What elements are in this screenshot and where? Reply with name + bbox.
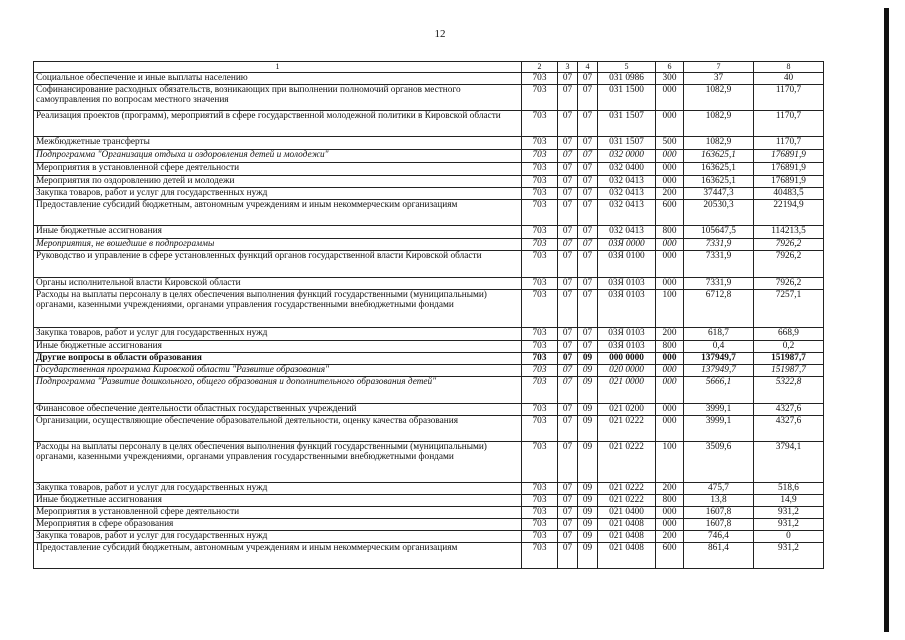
target-article-cell: 031 0986 [598,73,656,85]
target-article-cell: 032 0413 [598,187,656,199]
row-name-cell: Государственная программа Кировской области "Развитие образования" [34,364,522,376]
section-cell: 07 [558,494,578,506]
section-cell: 07 [558,352,578,364]
row-name-cell: Закупка товаров, работ и услуг для государственных нужд [34,327,522,340]
amount-year2-cell: 1170,7 [754,110,824,136]
subsection-cell: 09 [578,441,598,482]
header-cell: 6 [656,62,684,73]
amount-year2-cell: 114213,5 [754,225,824,238]
row-name-cell: Реализация проектов (программ), мероприятий в сфере государственной молодежной политики в Кировской области [34,110,522,136]
ministry-code-cell: 703 [522,110,558,136]
section-cell: 07 [558,376,578,403]
row-name-cell: Мероприятия в установленной сфере деятельности [34,162,522,175]
subsection-cell: 07 [578,225,598,238]
ministry-code-cell: 703 [522,376,558,403]
amount-year1-cell: 7331,9 [684,250,754,277]
table-row [34,199,824,225]
header-cell: 5 [598,62,656,73]
amount-year2-cell: 1170,7 [754,136,824,149]
section-cell: 07 [558,238,578,250]
scan-edge-bar [884,8,889,632]
amount-year1-cell: 1082,9 [684,84,754,110]
section-cell: 07 [558,364,578,376]
amount-year1-cell: 105647,5 [684,225,754,238]
target-article-cell: 000 0000 [598,352,656,364]
expense-type-cell: 000 [656,506,684,518]
target-article-cell: 021 0222 [598,415,656,441]
amount-year1-cell: 163625,1 [684,162,754,175]
amount-year2-cell: 7926,2 [754,238,824,250]
amount-year1-cell: 13,8 [684,494,754,506]
header-cell: 8 [754,62,824,73]
amount-year1-cell: 7331,9 [684,238,754,250]
target-article-cell: 03Я 0103 [598,289,656,327]
ministry-code-cell: 703 [522,225,558,238]
ministry-code-cell: 703 [522,162,558,175]
target-article-cell: 021 0222 [598,494,656,506]
expense-type-cell: 000 [656,175,684,187]
subsection-cell: 09 [578,518,598,530]
expense-type-cell: 800 [656,340,684,352]
table-row [34,73,824,85]
ministry-code-cell: 703 [522,530,558,542]
amount-year1-cell: 37 [684,73,754,85]
table-row [34,327,824,340]
table-row [34,518,824,530]
amount-year1-cell: 3509,6 [684,441,754,482]
subsection-cell: 07 [578,199,598,225]
subsection-cell: 07 [578,289,598,327]
amount-year2-cell: 7926,2 [754,250,824,277]
expense-type-cell: 000 [656,250,684,277]
section-cell: 07 [558,415,578,441]
expense-type-cell: 600 [656,542,684,568]
header-cell: 7 [684,62,754,73]
amount-year2-cell: 1170,7 [754,84,824,110]
amount-year2-cell: 931,2 [754,506,824,518]
amount-year2-cell: 7926,2 [754,277,824,289]
header-cell: 1 [34,62,522,73]
row-name-cell: Софинансирование расходных обязательств, возникающих при выполнении полномочий органов местного самоуправления по вопросам местного значения [34,84,522,110]
row-name-cell: Подпрограмма "Развитие дошкольного, общего образования и дополнительного образования детей" [34,376,522,403]
table-header-row [34,62,824,73]
amount-year1-cell: 475,7 [684,482,754,494]
row-name-cell: Социальное обеспечение и иные выплаты населению [34,73,522,85]
table-row [34,110,824,136]
amount-year2-cell: 7257,1 [754,289,824,327]
amount-year1-cell: 861,4 [684,542,754,568]
row-name-cell: Мероприятия, не вошедшие в подпрограммы [34,238,522,250]
subsection-cell: 07 [578,327,598,340]
table-row [34,494,824,506]
amount-year2-cell: 4327,6 [754,403,824,415]
amount-year2-cell: 3794,1 [754,441,824,482]
row-name-cell: Мероприятия в сфере образования [34,518,522,530]
ministry-code-cell: 703 [522,352,558,364]
amount-year1-cell: 137949,7 [684,352,754,364]
target-article-cell: 031 1507 [598,110,656,136]
expense-type-cell: 300 [656,73,684,85]
amount-year1-cell: 137949,7 [684,364,754,376]
amount-year1-cell: 1082,9 [684,136,754,149]
expense-type-cell: 200 [656,530,684,542]
expense-type-cell: 000 [656,376,684,403]
row-name-cell: Мероприятия по оздоровлению детей и молодежи [34,175,522,187]
table-row [34,542,824,568]
amount-year2-cell: 151987,7 [754,364,824,376]
expense-type-cell: 000 [656,277,684,289]
row-name-cell: Иные бюджетные ассигнования [34,494,522,506]
subsection-cell: 09 [578,494,598,506]
section-cell: 07 [558,73,578,85]
row-name-cell: Органы исполнительной власти Кировской области [34,277,522,289]
target-article-cell: 021 0222 [598,441,656,482]
ministry-code-cell: 703 [522,494,558,506]
row-name-cell: Иные бюджетные ассигнования [34,225,522,238]
target-article-cell: 021 0200 [598,403,656,415]
ministry-code-cell: 703 [522,175,558,187]
budget-table [33,61,824,569]
table-row [34,250,824,277]
target-article-cell: 03Я 0000 [598,238,656,250]
row-name-cell: Предоставление субсидий бюджетным, автономным учреждениям и иным некоммерческим организациям [34,199,522,225]
section-cell: 07 [558,289,578,327]
target-article-cell: 032 0000 [598,149,656,162]
section-cell: 07 [558,175,578,187]
expense-type-cell: 000 [656,518,684,530]
amount-year2-cell: 518,6 [754,482,824,494]
expense-type-cell: 800 [656,225,684,238]
amount-year2-cell: 176891,9 [754,175,824,187]
header-cell: 3 [558,62,578,73]
section-cell: 07 [558,199,578,225]
expense-type-cell: 500 [656,136,684,149]
subsection-cell: 07 [578,84,598,110]
table-row [34,376,824,403]
table-row [34,403,824,415]
target-article-cell: 021 0000 [598,376,656,403]
row-name-cell: Другие вопросы в области образования [34,352,522,364]
ministry-code-cell: 703 [522,277,558,289]
subsection-cell: 09 [578,506,598,518]
subsection-cell: 09 [578,376,598,403]
amount-year1-cell: 618,7 [684,327,754,340]
subsection-cell: 09 [578,530,598,542]
table-row [34,441,824,482]
ministry-code-cell: 703 [522,506,558,518]
section-cell: 07 [558,340,578,352]
table-row [34,162,824,175]
expense-type-cell: 000 [656,162,684,175]
ministry-code-cell: 703 [522,187,558,199]
amount-year2-cell: 4327,6 [754,415,824,441]
target-article-cell: 021 0408 [598,530,656,542]
amount-year2-cell: 151987,7 [754,352,824,364]
section-cell: 07 [558,530,578,542]
subsection-cell: 09 [578,482,598,494]
target-article-cell: 020 0000 [598,364,656,376]
amount-year1-cell: 3999,1 [684,403,754,415]
amount-year1-cell: 163625,1 [684,175,754,187]
section-cell: 07 [558,187,578,199]
amount-year1-cell: 163625,1 [684,149,754,162]
amount-year2-cell: 176891,9 [754,149,824,162]
table-row [34,364,824,376]
section-cell: 07 [558,225,578,238]
section-cell: 07 [558,277,578,289]
section-cell: 07 [558,149,578,162]
ministry-code-cell: 703 [522,441,558,482]
target-article-cell: 032 0400 [598,162,656,175]
amount-year1-cell: 0,4 [684,340,754,352]
table-row [34,289,824,327]
row-name-cell: Закупка товаров, работ и услуг для государственных нужд [34,482,522,494]
table-row [34,225,824,238]
amount-year2-cell: 176891,9 [754,162,824,175]
table-row [34,340,824,352]
target-article-cell: 021 0222 [598,482,656,494]
amount-year2-cell: 931,2 [754,518,824,530]
amount-year1-cell: 1607,8 [684,506,754,518]
amount-year1-cell: 746,4 [684,530,754,542]
amount-year1-cell: 20530,3 [684,199,754,225]
subsection-cell: 07 [578,238,598,250]
ministry-code-cell: 703 [522,364,558,376]
amount-year1-cell: 3999,1 [684,415,754,441]
expense-type-cell: 000 [656,352,684,364]
section-cell: 07 [558,136,578,149]
table-row [34,530,824,542]
ministry-code-cell: 703 [522,403,558,415]
table-row [34,238,824,250]
expense-type-cell: 200 [656,187,684,199]
table-row [34,175,824,187]
amount-year2-cell: 931,2 [754,542,824,568]
subsection-cell: 07 [578,187,598,199]
target-article-cell: 03Я 0103 [598,340,656,352]
header-cell: 2 [522,62,558,73]
row-name-cell: Закупка товаров, работ и услуг для государственных нужд [34,187,522,199]
table-row [34,136,824,149]
row-name-cell: Расходы на выплаты персоналу в целях обеспечения выполнения функций государственными (муниципальными) органами, казенными учреждениями, органами управления государственными внебюджетными фондами [34,441,522,482]
row-name-cell: Подпрограмма "Организация отдыха и оздоровления детей и молодежи" [34,149,522,162]
header-cell: 4 [578,62,598,73]
row-name-cell: Иные бюджетные ассигнования [34,340,522,352]
amount-year1-cell: 7331,9 [684,277,754,289]
ministry-code-cell: 703 [522,482,558,494]
target-article-cell: 021 0408 [598,542,656,568]
expense-type-cell: 000 [656,84,684,110]
expense-type-cell: 000 [656,238,684,250]
row-name-cell: Руководство и управление в сфере установленных функций органов государственной власти Кировской области [34,250,522,277]
expense-type-cell: 200 [656,327,684,340]
subsection-cell: 07 [578,110,598,136]
subsection-cell: 07 [578,340,598,352]
target-article-cell: 031 1507 [598,136,656,149]
section-cell: 07 [558,84,578,110]
ministry-code-cell: 703 [522,238,558,250]
amount-year1-cell: 1607,8 [684,518,754,530]
amount-year2-cell: 0,2 [754,340,824,352]
amount-year1-cell: 5666,1 [684,376,754,403]
section-cell: 07 [558,110,578,136]
row-name-cell: Финансовое обеспечение деятельности областных государственных учреждений [34,403,522,415]
target-article-cell: 031 1500 [598,84,656,110]
ministry-code-cell: 703 [522,327,558,340]
expense-type-cell: 100 [656,441,684,482]
amount-year2-cell: 0 [754,530,824,542]
target-article-cell: 032 0413 [598,199,656,225]
subsection-cell: 09 [578,403,598,415]
table-row [34,506,824,518]
expense-type-cell: 000 [656,403,684,415]
subsection-cell: 09 [578,352,598,364]
table-row [34,187,824,199]
section-cell: 07 [558,441,578,482]
row-name-cell: Закупка товаров, работ и услуг для государственных нужд [34,530,522,542]
ministry-code-cell: 703 [522,250,558,277]
expense-type-cell: 000 [656,110,684,136]
ministry-code-cell: 703 [522,518,558,530]
subsection-cell: 07 [578,162,598,175]
amount-year1-cell: 6712,8 [684,289,754,327]
amount-year1-cell: 37447,3 [684,187,754,199]
expense-type-cell: 200 [656,482,684,494]
expense-type-cell: 800 [656,494,684,506]
ministry-code-cell: 703 [522,289,558,327]
subsection-cell: 07 [578,175,598,187]
subsection-cell: 07 [578,136,598,149]
expense-type-cell: 100 [656,289,684,327]
row-name-cell: Мероприятия в установленной сфере деятельности [34,506,522,518]
amount-year1-cell: 1082,9 [684,110,754,136]
table-row [34,149,824,162]
row-name-cell: Расходы на выплаты персоналу в целях обеспечения выполнения функций государственными (муниципальными) органами, казенными учреждениями, органами управления государственными внебюджетными фондами [34,289,522,327]
subsection-cell: 09 [578,415,598,441]
table-row [34,482,824,494]
target-article-cell: 032 0413 [598,175,656,187]
row-name-cell: Межбюджетные трансферты [34,136,522,149]
section-cell: 07 [558,542,578,568]
ministry-code-cell: 703 [522,149,558,162]
expense-type-cell: 000 [656,364,684,376]
target-article-cell: 021 0408 [598,518,656,530]
expense-type-cell: 000 [656,149,684,162]
table-row [34,415,824,441]
section-cell: 07 [558,403,578,415]
subsection-cell: 07 [578,149,598,162]
amount-year2-cell: 40 [754,73,824,85]
target-article-cell: 03Я 0103 [598,327,656,340]
ministry-code-cell: 703 [522,542,558,568]
ministry-code-cell: 703 [522,136,558,149]
table-row [34,277,824,289]
section-cell: 07 [558,250,578,277]
table-row [34,352,824,364]
subsection-cell: 07 [578,73,598,85]
target-article-cell: 032 0413 [598,225,656,238]
target-article-cell: 03Я 0103 [598,277,656,289]
amount-year2-cell: 22194,9 [754,199,824,225]
amount-year2-cell: 668,9 [754,327,824,340]
subsection-cell: 07 [578,277,598,289]
amount-year2-cell: 40483,5 [754,187,824,199]
subsection-cell: 07 [578,250,598,277]
amount-year2-cell: 14,9 [754,494,824,506]
table-row [34,84,824,110]
ministry-code-cell: 703 [522,84,558,110]
section-cell: 07 [558,162,578,175]
ministry-code-cell: 703 [522,73,558,85]
row-name-cell: Предоставление субсидий бюджетным, автономным учреждениям и иным некоммерческим организациям [34,542,522,568]
row-name-cell: Организации, осуществляющие обеспечение образовательной деятельности, оценку качества образования [34,415,522,441]
section-cell: 07 [558,518,578,530]
target-article-cell: 021 0400 [598,506,656,518]
page-number: 12 [434,28,446,40]
section-cell: 07 [558,327,578,340]
subsection-cell: 09 [578,542,598,568]
amount-year2-cell: 5322,8 [754,376,824,403]
subsection-cell: 09 [578,364,598,376]
section-cell: 07 [558,506,578,518]
expense-type-cell: 000 [656,415,684,441]
section-cell: 07 [558,482,578,494]
target-article-cell: 03Я 0100 [598,250,656,277]
expense-type-cell: 600 [656,199,684,225]
ministry-code-cell: 703 [522,415,558,441]
ministry-code-cell: 703 [522,340,558,352]
ministry-code-cell: 703 [522,199,558,225]
